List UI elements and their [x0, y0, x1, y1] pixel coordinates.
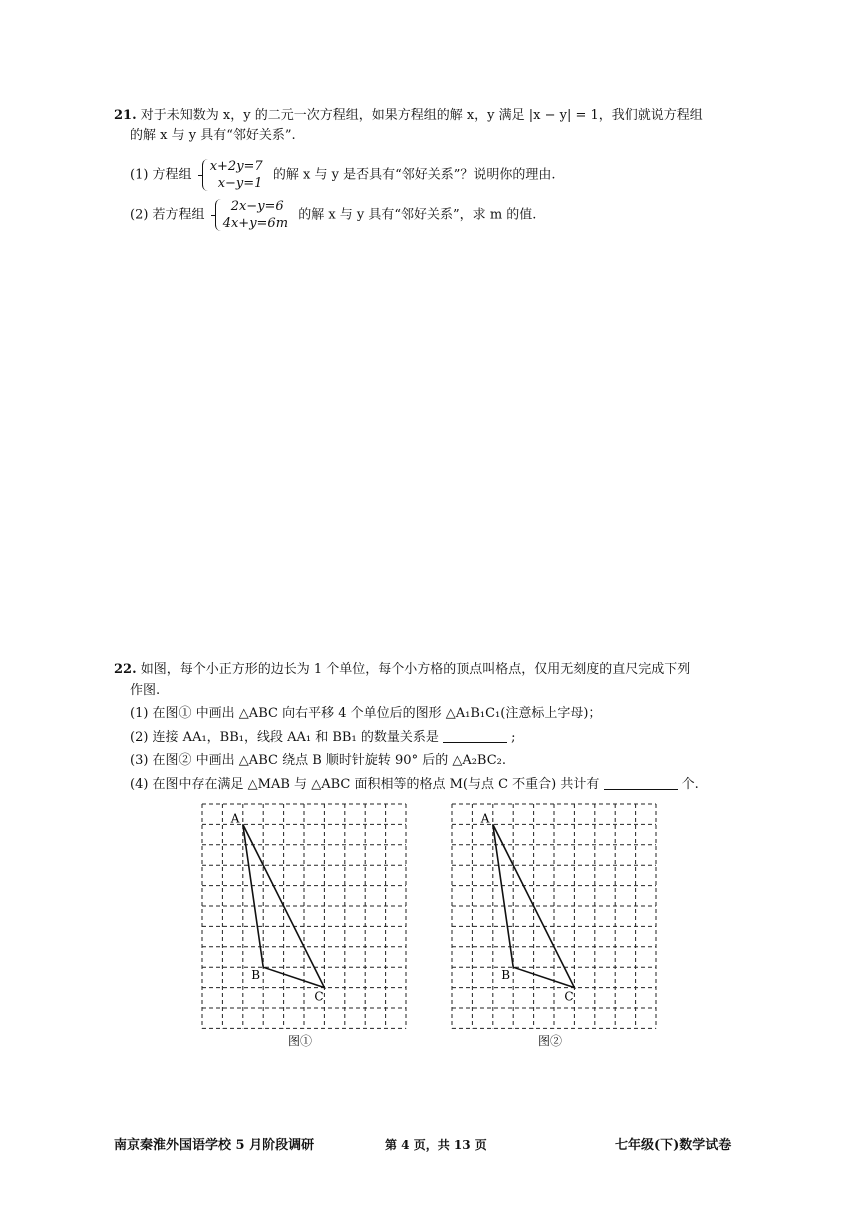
- point-c-label: C: [314, 989, 324, 1004]
- grid-lines: [202, 804, 406, 1028]
- figure-1-caption: 图①: [288, 1034, 313, 1048]
- question-21-number: 21.: [114, 108, 137, 123]
- question-22-stem: [114, 660, 764, 680]
- q22-part2-text: (2) 连接 AA₁，BB₁，线段 AA₁ 和 BB₁ 的数量关系是: [130, 730, 439, 745]
- q21-part1-eq1: x+2y=7: [209, 159, 263, 174]
- point-b-label: B: [251, 968, 261, 983]
- point-a-label: A: [230, 811, 240, 826]
- point-b-label: B: [501, 968, 511, 983]
- question-21-stem-line1: 对于未知数为 x，y 的二元一次方程组，如果方程组的解 x，y 满足 |x − y| = 1，我们就说方程组: [140, 108, 703, 123]
- question-22-part1: (1) 在图① 中画出 △ABC 向右平移 4 个单位后的图形 △A₁B₁C₁(注意标上字母)；: [130, 706, 602, 721]
- question-21-stem-line2: 的解 x 与 y 具有“邻好关系”.: [130, 128, 296, 143]
- q21-part2-eq1: 2x−y=6: [230, 199, 284, 214]
- grid-lines: [452, 804, 656, 1028]
- footer-subject: 七年级(下)数学试卷: [615, 1138, 732, 1153]
- q21-part1-label: (1) 方程组: [130, 167, 192, 183]
- question-22-part3: (3) 在图② 中画出 △ABC 绕点 B 顺时针旋转 90° 后的 △A₂BC₂.: [130, 753, 507, 768]
- q21-part2-system: [213, 198, 288, 232]
- answer-blank-2[interactable]: [443, 728, 507, 743]
- point-a-label: A: [480, 811, 490, 826]
- q21-part1-system: [200, 158, 263, 192]
- figure-2-caption: 图②: [538, 1034, 563, 1048]
- question-21-part1: [130, 158, 556, 192]
- q21-part2-text: 的解 x 与 y 具有“邻好关系”，求 m 的值.: [298, 207, 537, 223]
- answer-blank-4[interactable]: [604, 775, 678, 790]
- question-22-part4: [130, 775, 699, 795]
- footer-page-number: 第 4 页，共 13 页: [385, 1138, 487, 1152]
- q22-part2-end: ;: [511, 730, 516, 745]
- question-22-stem-line1: 如图，每个小正方形的边长为 1 个单位，每个小方格的顶点叫格点，仅用无刻度的直尺完成下列: [140, 662, 691, 677]
- question-21-part2: [130, 198, 536, 232]
- q21-part1-eq2: x−y=1: [217, 176, 263, 191]
- question-22-stem-line2: 作图.: [130, 683, 161, 698]
- q21-part2-label: (2) 若方程组: [130, 207, 205, 223]
- q21-part2-eq2: 4x+y=6m: [222, 216, 289, 231]
- grid-figure-2: [446, 798, 666, 1038]
- question-21-stem: [114, 106, 764, 126]
- q22-part4-end: 个.: [681, 777, 699, 792]
- question-22-part2: [130, 728, 516, 748]
- grid-figure-1: [196, 798, 416, 1038]
- q22-part4-text: (4) 在图中存在满足 △MAB 与 △ABC 面积相等的格点 M(与点 C 不重合) 共计有: [130, 777, 600, 792]
- footer-school: 南京秦淮外国语学校 5 月阶段调研: [114, 1138, 315, 1153]
- question-22-number: 22.: [114, 662, 137, 677]
- q21-part1-text: 的解 x 与 y 是否具有“邻好关系”？说明你的理由.: [272, 167, 556, 183]
- point-c-label: C: [564, 989, 574, 1004]
